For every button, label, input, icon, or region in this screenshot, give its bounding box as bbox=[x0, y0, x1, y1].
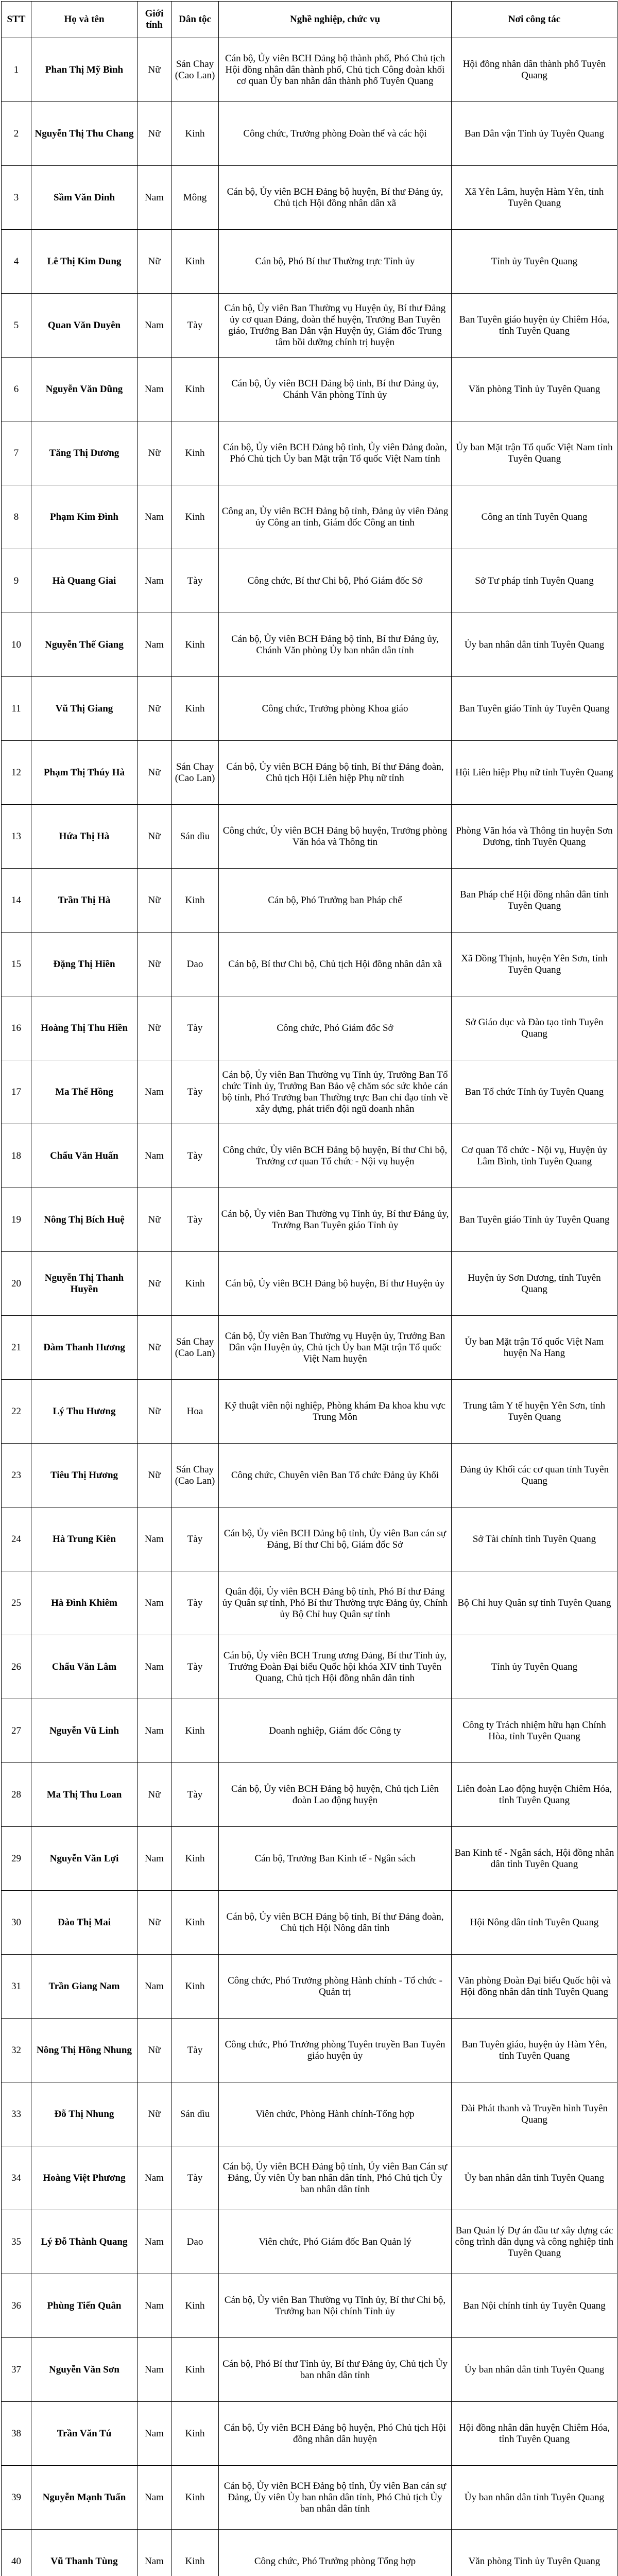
candidate-workplace: Ban Tuyên giáo Tỉnh ủy Tuyên Quang bbox=[452, 677, 617, 741]
row-number: 21 bbox=[2, 1316, 31, 1380]
table-row bbox=[2, 1891, 617, 1955]
table-row bbox=[2, 613, 617, 677]
row-number: 8 bbox=[2, 485, 31, 549]
candidate-name: Trần Văn Tú bbox=[31, 2402, 138, 2466]
table-row bbox=[2, 1571, 617, 1635]
candidate-workplace: Xã Đồng Thịnh, huyện Yên Sơn, tỉnh Tuyên Quang bbox=[452, 933, 617, 996]
candidate-sex: Nữ bbox=[138, 38, 171, 102]
table-row bbox=[2, 741, 617, 805]
candidate-sex: Nam bbox=[138, 2466, 171, 2530]
table-row bbox=[2, 2082, 617, 2146]
table-row bbox=[2, 1188, 617, 1252]
candidate-name: Nguyễn Thị Thu Chang bbox=[31, 102, 138, 166]
candidate-sex: Nữ bbox=[138, 1380, 171, 1444]
candidate-sex: Nam bbox=[138, 2402, 171, 2466]
candidate-sex: Nữ bbox=[138, 1891, 171, 1955]
candidate-ethnicity: Kinh bbox=[171, 485, 219, 549]
candidate-sex: Nam bbox=[138, 1507, 171, 1571]
candidate-sex: Nữ bbox=[138, 2019, 171, 2082]
candidate-sex: Nam bbox=[138, 1124, 171, 1188]
row-number: 37 bbox=[2, 2338, 31, 2402]
table-row bbox=[2, 230, 617, 294]
candidate-occupation: Cán bộ, Ủy viên Ban Thường vụ Huyện ủy, Bí thư Đảng ủy cơ quan Đảng, đoàn thể huyện, Trưởng Ban Tuyên giáo, Trưởng Ban Dân vận Huyện ủy, Giám đốc Trung tâm bồi dưỡng chính trị huyện bbox=[219, 294, 452, 358]
candidate-sex: Nam bbox=[138, 2210, 171, 2274]
table-row bbox=[2, 2210, 617, 2274]
table-header bbox=[2, 2, 617, 38]
candidate-workplace: Tỉnh ủy Tuyên Quang bbox=[452, 1635, 617, 1699]
candidate-workplace: Đài Phát thanh và Truyền hình Tuyên Quang bbox=[452, 2082, 617, 2146]
candidate-occupation: Cán bộ, Ủy viên Ban Thường vụ Huyện ủy, Trưởng Ban Dân vận Huyện ủy, Chủ tịch Ủy ban Mặt trận Tổ quốc Việt Nam huyện bbox=[219, 1316, 452, 1380]
candidate-workplace: Bộ Chỉ huy Quân sự tỉnh Tuyên Quang bbox=[452, 1571, 617, 1635]
candidate-name: Đặng Thị Hiền bbox=[31, 933, 138, 996]
candidate-sex: Nữ bbox=[138, 805, 171, 869]
table-row bbox=[2, 421, 617, 485]
candidate-name: Nguyễn Thị Thanh Huyền bbox=[31, 1252, 138, 1316]
candidate-name: Ma Thị Thu Loan bbox=[31, 1763, 138, 1827]
candidate-sex: Nữ bbox=[138, 677, 171, 741]
table-row bbox=[2, 485, 617, 549]
candidate-workplace: Sở Tư pháp tỉnh Tuyên Quang bbox=[452, 549, 617, 613]
candidate-name: Đỗ Thị Nhung bbox=[31, 2082, 138, 2146]
candidate-ethnicity: Kinh bbox=[171, 230, 219, 294]
table-row bbox=[2, 2466, 617, 2530]
candidate-workplace: Văn phòng Tỉnh ủy Tuyên Quang bbox=[452, 358, 617, 421]
candidate-sex: Nam bbox=[138, 549, 171, 613]
row-number: 34 bbox=[2, 2146, 31, 2210]
candidate-workplace: Công an tỉnh Tuyên Quang bbox=[452, 485, 617, 549]
row-number: 33 bbox=[2, 2082, 31, 2146]
candidate-sex: Nữ bbox=[138, 421, 171, 485]
table-row bbox=[2, 2530, 617, 2576]
candidate-ethnicity: Tày bbox=[171, 1124, 219, 1188]
candidate-sex: Nam bbox=[138, 2274, 171, 2338]
candidate-sex: Nữ bbox=[138, 1188, 171, 1252]
candidate-ethnicity: Kinh bbox=[171, 1955, 219, 2019]
candidate-name: Sầm Văn Dinh bbox=[31, 166, 138, 230]
candidate-sex: Nữ bbox=[138, 1252, 171, 1316]
header-row bbox=[2, 2, 617, 38]
candidate-workplace: Ban Dân vận Tỉnh ủy Tuyên Quang bbox=[452, 102, 617, 166]
candidate-workplace: Ủy ban nhân dân tỉnh Tuyên Quang bbox=[452, 2146, 617, 2210]
row-number: 28 bbox=[2, 1763, 31, 1827]
candidate-workplace: Ủy ban nhân dân tỉnh Tuyên Quang bbox=[452, 2466, 617, 2530]
candidate-occupation: Cán bộ, Ủy viên BCH Đảng bộ tỉnh, Ủy viên Ban Cán sự Đảng, Ủy viên Ủy ban nhân dân tỉnh, Phó Chủ tịch Ủy ban nhân dân tỉnh bbox=[219, 2146, 452, 2210]
candidate-sex: Nữ bbox=[138, 230, 171, 294]
table-row bbox=[2, 1635, 617, 1699]
candidate-workplace: Ban Pháp chế Hội đồng nhân dân tỉnh Tuyên Quang bbox=[452, 869, 617, 933]
candidate-workplace: Sở Tài chính tỉnh Tuyên Quang bbox=[452, 1507, 617, 1571]
candidate-sex: Nữ bbox=[138, 933, 171, 996]
row-number: 25 bbox=[2, 1571, 31, 1635]
candidate-sex: Nam bbox=[138, 358, 171, 421]
candidate-sex: Nam bbox=[138, 1635, 171, 1699]
candidate-occupation: Cán bộ, Ủy viên BCH Đảng bộ tỉnh, Bí thư Đảng đoàn, Chủ tịch Hội Liên hiệp Phụ nữ tỉnh bbox=[219, 741, 452, 805]
candidate-ethnicity: Kinh bbox=[171, 869, 219, 933]
row-number: 6 bbox=[2, 358, 31, 421]
row-number: 30 bbox=[2, 1891, 31, 1955]
candidate-occupation: Công chức, Trưởng phòng Đoàn thể và các hội bbox=[219, 102, 452, 166]
candidate-ethnicity: Kinh bbox=[171, 1699, 219, 1763]
candidate-occupation: Công chức, Phó Trưởng phòng Tổng hợp bbox=[219, 2530, 452, 2576]
candidate-workplace: Ban Tổ chức Tỉnh ủy Tuyên Quang bbox=[452, 1060, 617, 1124]
candidate-sex: Nam bbox=[138, 2146, 171, 2210]
row-number: 19 bbox=[2, 1188, 31, 1252]
candidate-name: Trần Giang Nam bbox=[31, 1955, 138, 2019]
candidate-occupation: Cán bộ, Ủy viên BCH Trung ương Đảng, Bí thư Tỉnh ủy, Trưởng Đoàn Đại biểu Quốc hội khóa XIV tỉnh Tuyên Quang, Chủ tịch Hội đồng nhân dân tỉnh bbox=[219, 1635, 452, 1699]
candidate-occupation: Cán bộ, Ủy viên BCH Đảng bộ huyện, Bí thư Huyện ủy bbox=[219, 1252, 452, 1316]
candidate-name: Lý Đỗ Thành Quang bbox=[31, 2210, 138, 2274]
row-number: 14 bbox=[2, 869, 31, 933]
candidate-sex: Nữ bbox=[138, 996, 171, 1060]
candidate-occupation: Công chức, Phó Trưởng phòng Hành chính - Tổ chức - Quản trị bbox=[219, 1955, 452, 2019]
row-number: 17 bbox=[2, 1060, 31, 1124]
table-row bbox=[2, 2402, 617, 2466]
candidate-sex: Nam bbox=[138, 2338, 171, 2402]
candidate-name: Phạm Kim Đình bbox=[31, 485, 138, 549]
candidate-ethnicity: Kinh bbox=[171, 2466, 219, 2530]
candidate-workplace: Ủy ban nhân dân tỉnh Tuyên Quang bbox=[452, 613, 617, 677]
candidate-name: Nông Thị Bích Huệ bbox=[31, 1188, 138, 1252]
table-row bbox=[2, 1252, 617, 1316]
candidate-name: Đàm Thanh Hương bbox=[31, 1316, 138, 1380]
table-row bbox=[2, 2019, 617, 2082]
candidate-ethnicity: Dao bbox=[171, 933, 219, 996]
candidate-ethnicity: Kinh bbox=[171, 677, 219, 741]
table-row bbox=[2, 549, 617, 613]
candidate-occupation: Cán bộ, Ủy viên BCH Đảng bộ tỉnh, Ủy viên Đảng đoàn, Phó Chủ tịch Ủy ban Mặt trận Tổ quốc Việt Nam tỉnh bbox=[219, 421, 452, 485]
candidate-ethnicity: Tày bbox=[171, 1060, 219, 1124]
candidate-name: Đào Thị Mai bbox=[31, 1891, 138, 1955]
candidate-ethnicity: Tày bbox=[171, 294, 219, 358]
candidate-ethnicity: Kinh bbox=[171, 2402, 219, 2466]
header-sex: Giới tính bbox=[138, 2, 171, 38]
candidate-occupation: Công chức, Phó Trưởng phòng Tuyên truyền Ban Tuyên giáo huyện ủy bbox=[219, 2019, 452, 2082]
candidate-ethnicity: Sán Chay (Cao Lan) bbox=[171, 1316, 219, 1380]
table-row bbox=[2, 1763, 617, 1827]
row-number: 24 bbox=[2, 1507, 31, 1571]
row-number: 12 bbox=[2, 741, 31, 805]
candidate-name: Phạm Thị Thúy Hà bbox=[31, 741, 138, 805]
candidate-sex: Nam bbox=[138, 166, 171, 230]
header-stt: STT bbox=[2, 2, 31, 38]
candidate-ethnicity: Tày bbox=[171, 1507, 219, 1571]
row-number: 22 bbox=[2, 1380, 31, 1444]
candidate-workplace: Đảng ủy Khối các cơ quan tỉnh Tuyên Quang bbox=[452, 1444, 617, 1507]
table-row bbox=[2, 2146, 617, 2210]
candidate-workplace: Ban Tuyên giáo, huyện ủy Hàm Yên, tỉnh Tuyên Quang bbox=[452, 2019, 617, 2082]
candidate-workplace: Ban Kinh tế - Ngân sách, Hội đồng nhân dân tỉnh Tuyên Quang bbox=[452, 1827, 617, 1891]
candidate-occupation: Công chức, Phó Giám đốc Sở bbox=[219, 996, 452, 1060]
candidate-sex: Nam bbox=[138, 2530, 171, 2576]
candidate-workplace: Hội đồng nhân dân thành phố Tuyên Quang bbox=[452, 38, 617, 102]
row-number: 40 bbox=[2, 2530, 31, 2576]
candidate-occupation: Cán bộ, Phó Bí thư Thường trực Tỉnh ủy bbox=[219, 230, 452, 294]
row-number: 23 bbox=[2, 1444, 31, 1507]
row-number: 7 bbox=[2, 421, 31, 485]
candidate-ethnicity: Kinh bbox=[171, 1891, 219, 1955]
table-row bbox=[2, 677, 617, 741]
candidate-occupation: Quân đội, Ủy viên BCH Đảng bộ tỉnh, Phó Bí thư Đảng ủy Quân sự tỉnh, Phó Bí thư Thường trực Đảng ủy, Chính ủy Bộ Chỉ huy Quân sự tỉnh bbox=[219, 1571, 452, 1635]
candidate-occupation: Cán bộ, Ủy viên Ban Thường vụ Tỉnh ủy, Bí thư Đảng ủy, Trưởng Ban Tuyên giáo Tỉnh ủy bbox=[219, 1188, 452, 1252]
table-row bbox=[2, 38, 617, 102]
candidate-ethnicity: Tày bbox=[171, 1635, 219, 1699]
candidate-workplace: Ủy ban nhân dân tỉnh Tuyên Quang bbox=[452, 2338, 617, 2402]
candidate-workplace: Ban Quản lý Dự án đầu tư xây dựng các công trình dân dụng và công nghiệp tỉnh Tuyên Quang bbox=[452, 2210, 617, 2274]
row-number: 38 bbox=[2, 2402, 31, 2466]
candidate-occupation: Công chức, Ủy viên BCH Đảng bộ huyện, Trưởng phòng Văn hóa và Thông tin bbox=[219, 805, 452, 869]
candidate-sex: Nam bbox=[138, 1955, 171, 2019]
candidate-ethnicity: Tày bbox=[171, 996, 219, 1060]
candidate-name: Hoàng Việt Phương bbox=[31, 2146, 138, 2210]
candidate-sex: Nam bbox=[138, 1699, 171, 1763]
candidate-ethnicity: Kinh bbox=[171, 358, 219, 421]
table-row bbox=[2, 358, 617, 421]
table-row bbox=[2, 1124, 617, 1188]
candidate-workplace: Hội Liên hiệp Phụ nữ tỉnh Tuyên Quang bbox=[452, 741, 617, 805]
candidate-workplace: Tỉnh ủy Tuyên Quang bbox=[452, 230, 617, 294]
candidate-occupation: Viên chức, Phó Giám đốc Ban Quản lý bbox=[219, 2210, 452, 2274]
candidate-ethnicity: Tày bbox=[171, 1188, 219, 1252]
candidate-occupation: Cán bộ, Trưởng Ban Kinh tế - Ngân sách bbox=[219, 1827, 452, 1891]
candidate-name: Ma Thế Hồng bbox=[31, 1060, 138, 1124]
table-row bbox=[2, 2338, 617, 2402]
row-number: 16 bbox=[2, 996, 31, 1060]
candidate-sex: Nữ bbox=[138, 1444, 171, 1507]
candidate-name: Nguyễn Văn Sơn bbox=[31, 2338, 138, 2402]
candidate-occupation: Công chức, Chuyên viên Ban Tổ chức Đảng ủy Khối bbox=[219, 1444, 452, 1507]
candidate-name: Lê Thị Kim Dung bbox=[31, 230, 138, 294]
candidate-name: Trần Thị Hà bbox=[31, 869, 138, 933]
candidate-workplace: Xã Yên Lâm, huyện Hàm Yên, tỉnh Tuyên Quang bbox=[452, 166, 617, 230]
row-number: 27 bbox=[2, 1699, 31, 1763]
candidate-table bbox=[1, 1, 617, 2576]
candidate-name: Nguyễn Vũ Linh bbox=[31, 1699, 138, 1763]
candidate-occupation: Cán bộ, Phó Trưởng ban Pháp chế bbox=[219, 869, 452, 933]
candidate-name: Hà Trung Kiên bbox=[31, 1507, 138, 1571]
candidate-workplace: Trung tâm Y tế huyện Yên Sơn, tỉnh Tuyên Quang bbox=[452, 1380, 617, 1444]
candidate-workplace: Sở Giáo dục và Đào tạo tỉnh Tuyên Quang bbox=[452, 996, 617, 1060]
candidate-occupation: Cán bộ, Ủy viên Ban Thường vụ Tỉnh ủy, Trưởng Ban Tổ chức Tỉnh ủy, Trưởng Ban Bảo vệ chăm sóc sức khỏe cán bộ tỉnh, Phó Trưởng ban Thường trực Ban chỉ đạo tỉnh về xây dựng, phát triển đội ngũ doanh nhân bbox=[219, 1060, 452, 1124]
candidate-ethnicity: Sán Chay (Cao Lan) bbox=[171, 1444, 219, 1507]
header-ethnicity: Dân tộc bbox=[171, 2, 219, 38]
candidate-sex: Nữ bbox=[138, 869, 171, 933]
row-number: 29 bbox=[2, 1827, 31, 1891]
candidate-name: Nguyễn Văn Dũng bbox=[31, 358, 138, 421]
candidate-ethnicity: Kinh bbox=[171, 1827, 219, 1891]
candidate-sex: Nam bbox=[138, 1827, 171, 1891]
candidate-workplace: Huyện ủy Sơn Dương, tỉnh Tuyên Quang bbox=[452, 1252, 617, 1316]
table-body bbox=[2, 38, 617, 2576]
candidate-name: Chẩu Văn Lâm bbox=[31, 1635, 138, 1699]
candidate-occupation: Cán bộ, Ủy viên BCH Đảng bộ tỉnh, Ủy viên Ban cán sự Đảng, Ủy viên Ủy ban nhân dân tỉnh, Phó Chủ tịch Ủy ban nhân dân tỉnh bbox=[219, 2466, 452, 2530]
table-row bbox=[2, 1444, 617, 1507]
candidate-name: Tiêu Thị Hương bbox=[31, 1444, 138, 1507]
candidate-name: Nguyễn Mạnh Tuấn bbox=[31, 2466, 138, 2530]
candidate-occupation: Cán bộ, Ủy viên BCH Đảng bộ tỉnh, Bí thư Đảng ủy, Chánh Văn phòng Ủy ban nhân dân tỉnh bbox=[219, 613, 452, 677]
candidate-ethnicity: Sán Chay (Cao Lan) bbox=[171, 741, 219, 805]
candidate-ethnicity: Tày bbox=[171, 2146, 219, 2210]
table-row bbox=[2, 933, 617, 996]
candidate-sex: Nam bbox=[138, 485, 171, 549]
candidate-name: Chẩu Văn Huấn bbox=[31, 1124, 138, 1188]
table-row bbox=[2, 102, 617, 166]
row-number: 9 bbox=[2, 549, 31, 613]
candidate-ethnicity: Sán dìu bbox=[171, 2082, 219, 2146]
candidate-ethnicity: Kinh bbox=[171, 421, 219, 485]
header-occupation: Nghề nghiệp, chức vụ bbox=[219, 2, 452, 38]
candidate-name: Hà Quang Giai bbox=[31, 549, 138, 613]
candidate-sex: Nữ bbox=[138, 741, 171, 805]
candidate-sex: Nữ bbox=[138, 102, 171, 166]
table-row bbox=[2, 1507, 617, 1571]
row-number: 35 bbox=[2, 2210, 31, 2274]
row-number: 36 bbox=[2, 2274, 31, 2338]
candidate-ethnicity: Tày bbox=[171, 2019, 219, 2082]
table-row bbox=[2, 1827, 617, 1891]
row-number: 31 bbox=[2, 1955, 31, 2019]
row-number: 4 bbox=[2, 230, 31, 294]
row-number: 32 bbox=[2, 2019, 31, 2082]
table-row bbox=[2, 996, 617, 1060]
candidate-workplace: Ban Tuyên giáo huyện ủy Chiêm Hóa, tỉnh Tuyên Quang bbox=[452, 294, 617, 358]
candidate-occupation: Viên chức, Phòng Hành chính-Tổng hợp bbox=[219, 2082, 452, 2146]
candidate-name: Tăng Thị Dương bbox=[31, 421, 138, 485]
candidate-ethnicity: Tày bbox=[171, 1763, 219, 1827]
candidate-workplace: Hội đồng nhân dân huyện Chiêm Hóa, tỉnh Tuyên Quang bbox=[452, 2402, 617, 2466]
candidate-sex: Nam bbox=[138, 294, 171, 358]
candidate-ethnicity: Hoa bbox=[171, 1380, 219, 1444]
row-number: 1 bbox=[2, 38, 31, 102]
candidate-occupation: Cán bộ, Ủy viên BCH Đảng bộ tỉnh, Bí thư Đảng ủy, Chánh Văn phòng Tỉnh ủy bbox=[219, 358, 452, 421]
row-number: 15 bbox=[2, 933, 31, 996]
candidate-workplace: Phòng Văn hóa và Thông tin huyện Sơn Dương, tỉnh Tuyên Quang bbox=[452, 805, 617, 869]
row-number: 11 bbox=[2, 677, 31, 741]
candidate-occupation: Công chức, Ủy viên BCH Đảng bộ huyện, Bí thư Chi bộ, Trưởng cơ quan Tổ chức - Nội vụ huyện bbox=[219, 1124, 452, 1188]
candidate-occupation: Kỹ thuật viên nội nghiệp, Phòng khám Đa khoa khu vực Trung Môn bbox=[219, 1380, 452, 1444]
candidate-occupation: Công an, Ủy viên BCH Đảng bộ tỉnh, Đảng ủy viên Đảng ủy Công an tỉnh, Giám đốc Công an tỉnh bbox=[219, 485, 452, 549]
candidate-sex: Nữ bbox=[138, 1763, 171, 1827]
table-row bbox=[2, 1380, 617, 1444]
row-number: 26 bbox=[2, 1635, 31, 1699]
candidate-ethnicity: Tày bbox=[171, 549, 219, 613]
row-number: 5 bbox=[2, 294, 31, 358]
candidate-workplace: Văn phòng Đoàn Đại biểu Quốc hội và Hội đồng nhân dân tỉnh Tuyên Quang bbox=[452, 1955, 617, 2019]
candidate-ethnicity: Kinh bbox=[171, 1252, 219, 1316]
candidate-occupation: Doanh nghiệp, Giám đốc Công ty bbox=[219, 1699, 452, 1763]
candidate-occupation: Cán bộ, Ủy viên BCH Đảng bộ thành phố, Phó Chủ tịch Hội đồng nhân dân thành phố, Chủ tịch Công đoàn khối cơ quan Ủy ban nhân dân thành phố Tuyên Quang bbox=[219, 38, 452, 102]
candidate-occupation: Cán bộ, Ủy viên BCH Đảng bộ huyện, Chủ tịch Liên đoàn Lao động huyện bbox=[219, 1763, 452, 1827]
row-number: 39 bbox=[2, 2466, 31, 2530]
candidate-ethnicity: Kinh bbox=[171, 102, 219, 166]
candidate-occupation: Cán bộ, Phó Bí thư Tỉnh ủy, Bí thư Đảng ủy, Chủ tịch Ủy ban nhân dân tỉnh bbox=[219, 2338, 452, 2402]
candidate-ethnicity: Sán Chay (Cao Lan) bbox=[171, 38, 219, 102]
candidate-workplace: Công ty Trách nhiệm hữu hạn Chính Hòa, tỉnh Tuyên Quang bbox=[452, 1699, 617, 1763]
header-workplace: Nơi công tác bbox=[452, 2, 617, 38]
row-number: 13 bbox=[2, 805, 31, 869]
candidate-workplace: Cơ quan Tổ chức - Nội vụ, Huyện ủy Lâm Bình, tỉnh Tuyên Quang bbox=[452, 1124, 617, 1188]
candidate-ethnicity: Kinh bbox=[171, 2338, 219, 2402]
candidate-ethnicity: Tày bbox=[171, 1571, 219, 1635]
candidate-sex: Nam bbox=[138, 1571, 171, 1635]
table-row bbox=[2, 805, 617, 869]
candidate-workplace: Văn phòng Tỉnh ủy Tuyên Quang bbox=[452, 2530, 617, 2576]
candidate-name: Vũ Thị Giang bbox=[31, 677, 138, 741]
candidate-name: Nguyễn Văn Lợi bbox=[31, 1827, 138, 1891]
candidate-name: Hoàng Thị Thu Hiền bbox=[31, 996, 138, 1060]
candidate-workplace: Ban Tuyên giáo Tỉnh ủy Tuyên Quang bbox=[452, 1188, 617, 1252]
candidate-name: Hà Đình Khiêm bbox=[31, 1571, 138, 1635]
candidate-occupation: Cán bộ, Ủy viên BCH Đảng bộ tỉnh, Ủy viên Ban cán sự Đảng, Bí thư Chi bộ, Giám đốc Sở bbox=[219, 1507, 452, 1571]
candidate-workplace: Liên đoàn Lao động huyện Chiêm Hóa, tỉnh Tuyên Quang bbox=[452, 1763, 617, 1827]
candidate-occupation: Cán bộ, Ủy viên BCH Đảng bộ tỉnh, Bí thư Đảng đoàn, Chủ tịch Hội Nông dân tỉnh bbox=[219, 1891, 452, 1955]
candidate-name: Lý Thu Hương bbox=[31, 1380, 138, 1444]
candidate-ethnicity: Sán dìu bbox=[171, 805, 219, 869]
candidate-name: Vũ Thanh Tùng bbox=[31, 2530, 138, 2576]
table-row bbox=[2, 1316, 617, 1380]
table-row bbox=[2, 294, 617, 358]
row-number: 2 bbox=[2, 102, 31, 166]
candidate-sex: Nữ bbox=[138, 1316, 171, 1380]
candidate-occupation: Cán bộ, Ủy viên BCH Đảng bộ huyện, Bí thư Đảng ủy, Chủ tịch Hội đồng nhân dân xã bbox=[219, 166, 452, 230]
row-number: 3 bbox=[2, 166, 31, 230]
candidate-ethnicity: Kinh bbox=[171, 2530, 219, 2576]
table-row bbox=[2, 1699, 617, 1763]
candidate-ethnicity: Kinh bbox=[171, 613, 219, 677]
row-number: 10 bbox=[2, 613, 31, 677]
candidate-sex: Nam bbox=[138, 613, 171, 677]
candidate-occupation: Cán bộ, Ủy viên Ban Thường vụ Tỉnh ủy, Bí thư Chi bộ, Trưởng ban Nội chính Tỉnh ủy bbox=[219, 2274, 452, 2338]
candidate-name: Phùng Tiến Quân bbox=[31, 2274, 138, 2338]
candidate-workplace: Ủy ban Mặt trận Tổ quốc Việt Nam tỉnh Tuyên Quang bbox=[452, 421, 617, 485]
table-row bbox=[2, 1955, 617, 2019]
candidate-name: Phan Thị Mỹ Bình bbox=[31, 38, 138, 102]
candidate-name: Nông Thị Hồng Nhung bbox=[31, 2019, 138, 2082]
candidate-ethnicity: Kinh bbox=[171, 2274, 219, 2338]
candidate-name: Nguyễn Thế Giang bbox=[31, 613, 138, 677]
candidate-ethnicity: Mông bbox=[171, 166, 219, 230]
candidate-workplace: Ban Nội chính tỉnh ủy Tuyên Quang bbox=[452, 2274, 617, 2338]
candidate-workplace: Hội Nông dân tỉnh Tuyên Quang bbox=[452, 1891, 617, 1955]
candidate-ethnicity: Dao bbox=[171, 2210, 219, 2274]
candidate-occupation: Cán bộ, Bí thư Chi bộ, Chủ tịch Hội đồng nhân dân xã bbox=[219, 933, 452, 996]
candidate-occupation: Cán bộ, Ủy viên BCH Đảng bộ huyện, Phó Chủ tịch Hội đồng nhân dân huyện bbox=[219, 2402, 452, 2466]
candidate-occupation: Công chức, Bí thư Chi bộ, Phó Giám đốc Sở bbox=[219, 549, 452, 613]
header-name: Họ và tên bbox=[31, 2, 138, 38]
candidate-name: Quan Văn Duyên bbox=[31, 294, 138, 358]
row-number: 18 bbox=[2, 1124, 31, 1188]
table-row bbox=[2, 1060, 617, 1124]
table-row bbox=[2, 2274, 617, 2338]
candidate-occupation: Công chức, Trưởng phòng Khoa giáo bbox=[219, 677, 452, 741]
candidate-workplace: Ủy ban Mặt trận Tổ quốc Việt Nam huyện Na Hang bbox=[452, 1316, 617, 1380]
row-number: 20 bbox=[2, 1252, 31, 1316]
candidate-name: Hứa Thị Hà bbox=[31, 805, 138, 869]
table-row bbox=[2, 166, 617, 230]
candidate-sex: Nữ bbox=[138, 2082, 171, 2146]
table-row bbox=[2, 869, 617, 933]
candidate-sex: Nam bbox=[138, 1060, 171, 1124]
